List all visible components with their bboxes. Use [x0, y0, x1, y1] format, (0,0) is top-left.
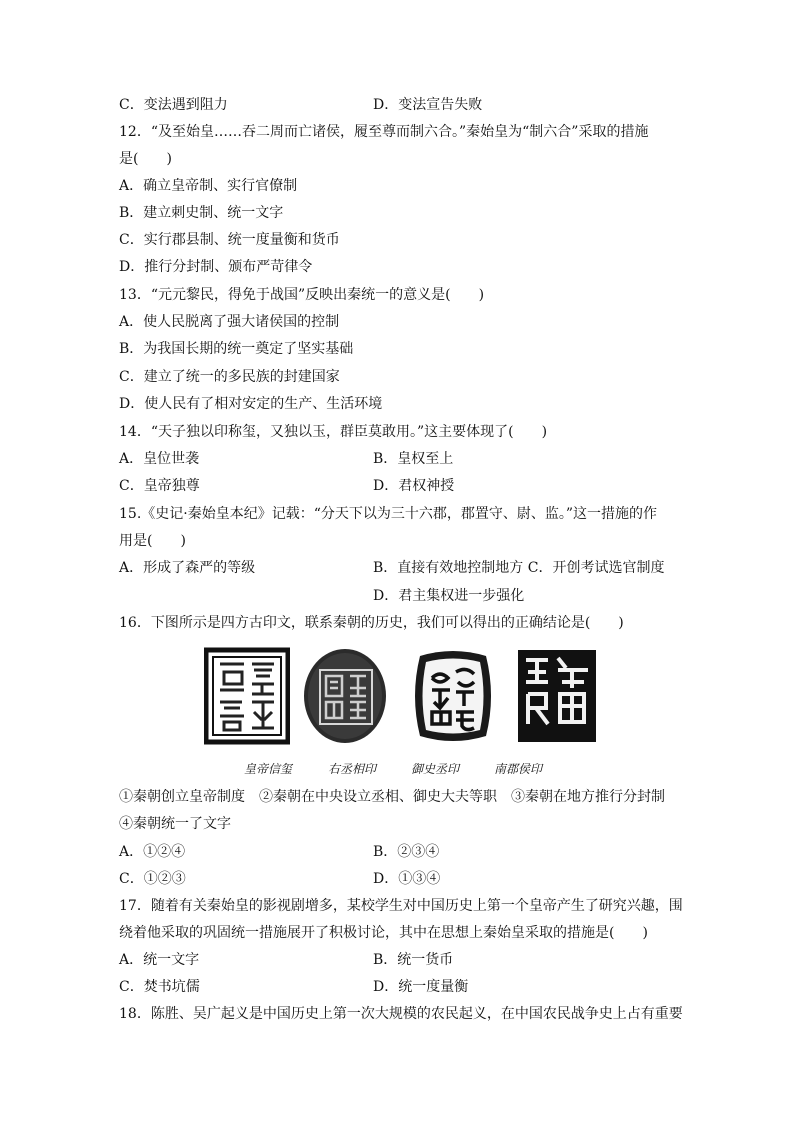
- q15-stem-line1: 15.《史记·秦始皇本纪》记载：“分天下以为三十六郡，郡置守、尉、监。”这一措施的作: [119, 506, 658, 522]
- q14-options-ab: [119, 449, 679, 469]
- q17-option-a: A．统一文字: [119, 952, 200, 968]
- q17-stem-line1: 17．随着有关秦始皇的影视剧增多，某校学生对中国历史上第一个皇帝产生了研究兴趣，围: [119, 898, 683, 914]
- q16-option-d: D．①③④: [373, 871, 441, 887]
- q17-option-d: D．统一度量衡: [373, 979, 469, 995]
- q14-options-cd: [119, 476, 679, 496]
- q17-stem-line2: 绕着他采取的巩固统一措施展开了积极讨论，其中在思想上秦始皇采取的措施是( ): [119, 925, 648, 941]
- q12-stem-line1: 12．“及至始皇……吞二周而亡诸侯，履至尊而制六合。”秦始皇为“制六合”采取的措施: [119, 124, 649, 140]
- q12-option-b: B．建立刺史制、统一文字: [119, 205, 284, 221]
- q18-stem-line1: 18．陈胜、吴广起义是中国历史上第一次大规模的农民起义，在中国农民战争史上占有重要: [119, 1006, 683, 1022]
- q14-option-c: C．皇帝独尊: [119, 478, 200, 494]
- q13-stem: 13．“元元黎民，得免于战国”反映出秦统一的意义是( ): [119, 287, 485, 303]
- q15-option-d: D．君主集权进一步强化: [373, 588, 525, 604]
- q16-options-ab: [119, 842, 679, 862]
- q13-option-c: C．建立了统一的多民族的封建国家: [119, 369, 340, 385]
- q11-options-cd: [119, 95, 679, 115]
- seal-caption-1: 皇帝信玺: [244, 762, 293, 776]
- q17-option-b: B．统一货币: [373, 952, 454, 968]
- q17-options-ab: [119, 950, 679, 970]
- seal-figure: [204, 646, 600, 746]
- seal-you-chengxiang-yin-image: [302, 646, 388, 746]
- q16-statements-line1: ①秦朝创立皇帝制度 ②秦朝在中央设立丞相、御史大夫等职 ③秦朝在地方推行分封制: [119, 789, 665, 805]
- q15-option-b: B．直接有效地控制地方 C．开创考试选官制度: [373, 560, 665, 576]
- q11-option-d: D．变法宣告失败: [373, 97, 483, 113]
- q14-option-d: D．君权神授: [373, 478, 455, 494]
- seal-caption-4: 南郡侯印: [494, 762, 543, 776]
- q16-option-a: A．①②④: [119, 844, 186, 860]
- seal-huangdi-xinxi-image: [204, 646, 290, 746]
- seal-yushi-cheng-yin-image: [410, 646, 496, 746]
- q13-option-a: A．使人民脱离了强大诸侯国的控制: [119, 314, 340, 330]
- q11-option-c: C．变法遇到阻力: [119, 97, 228, 113]
- q15-stem-line2: 用是( ): [119, 533, 186, 549]
- q12-stem-line2: 是( ): [119, 151, 172, 167]
- q17-options-cd: [119, 977, 679, 997]
- q16-option-b: B．②③④: [373, 844, 440, 860]
- seal-caption-2: 右丞相印: [328, 762, 377, 776]
- q14-stem: 14．“天子独以印称玺，又独以玉，群臣莫敢用。”这主要体现了( ): [119, 424, 548, 440]
- q15-option-a: A．形成了森严的等级: [119, 560, 256, 576]
- q15-options-abc: [119, 558, 679, 578]
- q16-statements-line2: ④秦朝统一了文字: [119, 816, 231, 832]
- q12-option-a: A．确立皇帝制、实行官僚制: [119, 178, 298, 194]
- q13-option-b: B．为我国长期的统一奠定了坚实基础: [119, 341, 354, 357]
- seal-caption-3: 御史丞印: [411, 762, 460, 776]
- q14-option-a: A．皇位世袭: [119, 451, 200, 467]
- q12-option-d: D．推行分封制、颁布严苛律令: [119, 259, 313, 275]
- q16-stem: 16．下图所示是四方古印文，联系秦朝的历史，我们可以得出的正确结论是( ): [119, 615, 624, 631]
- q17-option-c: C．焚书坑儒: [119, 979, 200, 995]
- q14-option-b: B．皇权至上: [373, 451, 454, 467]
- q12-option-c: C．实行郡县制、统一度量衡和货币: [119, 232, 340, 248]
- q16-options-cd: [119, 869, 679, 889]
- seal-nanjun-hou-yin-image: [514, 646, 600, 746]
- q13-option-d: D．使人民有了相对安定的生产、生活环境: [119, 396, 383, 412]
- q16-option-c: C．①②③: [119, 871, 186, 887]
